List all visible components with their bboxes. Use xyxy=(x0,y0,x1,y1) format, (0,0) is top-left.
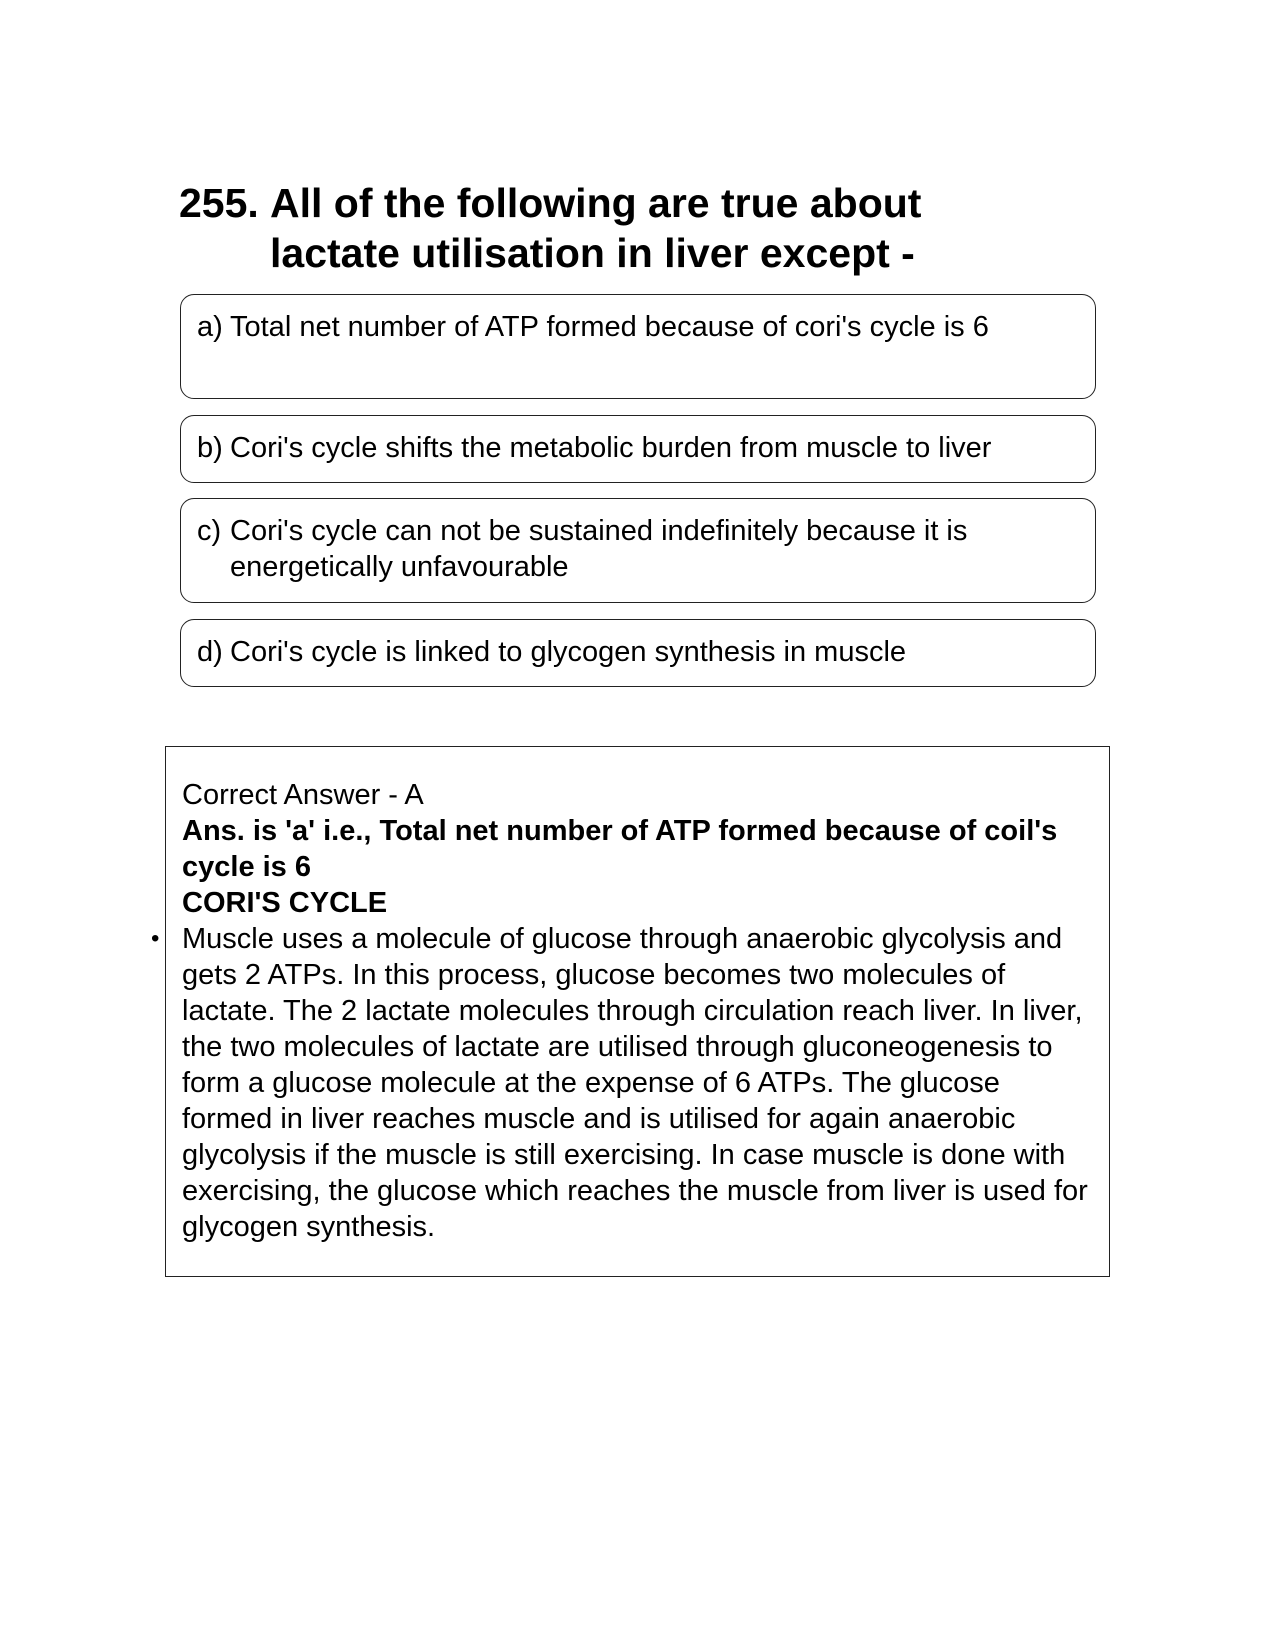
option-letter: d) xyxy=(197,636,223,668)
option-text: Total net number of ATP formed because of cori's cycle is 6 xyxy=(230,311,989,343)
option-letter: c) xyxy=(197,515,222,547)
bullet-paragraph xyxy=(151,921,1093,1245)
answer-explanation-box xyxy=(151,746,1110,1277)
option-b[interactable] xyxy=(180,415,1096,483)
option-letter: a) xyxy=(197,311,223,343)
question-number: 255. xyxy=(179,180,259,226)
explanation-heading: Ans. is 'a' i.e., Total net number of ATP formed because of coil's cycle is 6 xyxy=(182,815,1058,883)
option-text: Cori's cycle can not be sustained indefinitely because it is energetically unfavourable xyxy=(230,515,968,583)
option-text: Cori's cycle is linked to glycogen synthesis in muscle xyxy=(230,636,907,668)
question-text: All of the following are true about lactate utilisation in liver except - xyxy=(270,180,922,276)
option-a[interactable] xyxy=(180,294,1096,399)
bullet-icon: • xyxy=(151,925,160,952)
option-text: Cori's cycle shifts the metabolic burden from muscle to liver xyxy=(230,432,992,464)
option-letter: b) xyxy=(197,432,223,464)
section-title: CORI'S CYCLE xyxy=(182,887,388,919)
option-d[interactable] xyxy=(180,619,1096,687)
option-c[interactable] xyxy=(180,498,1096,603)
question-block xyxy=(179,178,1019,278)
bullet-text: Muscle uses a molecule of glucose through anaerobic glycolysis and gets 2 ATPs. In this process, glucose becomes two molecules of lactate. The 2 lactate molecules through circulation reach liver. In liver, the two molecules of lactate are utilised through gluconeogenesis to form a glucose molecule at the expense of 6 ATPs. The glucose formed in liver reaches muscle and is utilised for again anaerobic glycolysis if the muscle is still exercising. In case muscle is done with exercising, the glucose which reaches the muscle from liver is used for glycogen synthesis. xyxy=(182,923,1088,1243)
correct-answer-label: Correct Answer - A xyxy=(182,779,424,811)
